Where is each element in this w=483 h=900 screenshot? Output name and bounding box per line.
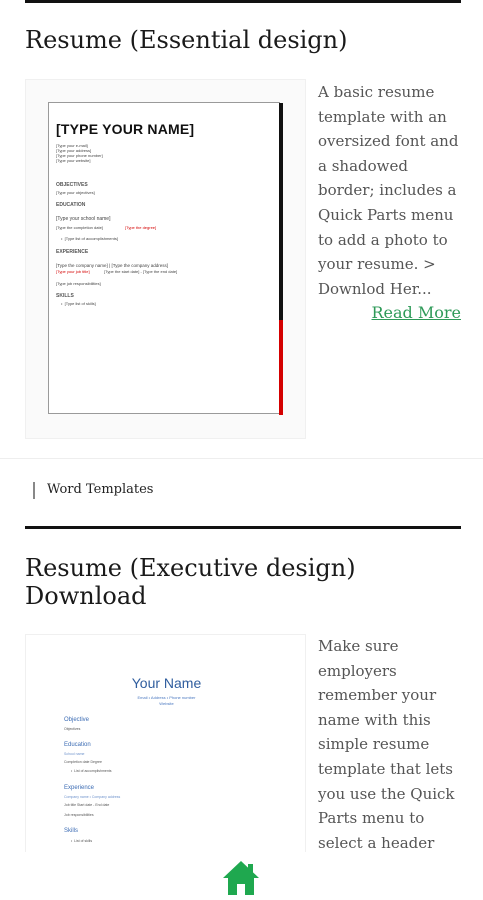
preview-exec-completion: Completion date Degree bbox=[64, 760, 102, 764]
article-title-2[interactable]: Resume (Executive design) Download bbox=[25, 554, 356, 610]
preview-contact-3: [Type your phone number] bbox=[56, 153, 103, 158]
preview-exec-experience-head: Experience bbox=[64, 785, 95, 791]
preview-exec-education-head: Education bbox=[64, 742, 91, 748]
preview-accomplishments: • [Type list of accomplishments] bbox=[61, 236, 118, 241]
article-description-2: Make sure employers remember your name with this simple resume template that lets you use the Quick Parts menu to select a header bbox=[318, 637, 455, 852]
preview-exec-website: Website bbox=[159, 701, 174, 706]
preview-exec-objective-head: Objective bbox=[64, 717, 90, 723]
preview-exec-objective-text: Objectives bbox=[64, 727, 81, 731]
resume-executive-thumbnail[interactable] bbox=[25, 634, 306, 874]
preview-contact-1: [Type your e-mail] bbox=[56, 143, 88, 148]
article-description: A basic resume template with an oversized font and a shadowed border; includes a Quick Parts menu to add a photo to your resume. > Downlod Her... bbox=[318, 83, 459, 298]
resume-essential-thumbnail[interactable] bbox=[25, 79, 306, 439]
preview-exec-name: Your Name bbox=[131, 675, 202, 691]
home-button[interactable] bbox=[221, 858, 261, 898]
preview-skills: • [Type list of skills] bbox=[61, 301, 96, 306]
category-link[interactable]: Word Templates bbox=[47, 482, 154, 497]
preview-dates: [Type the start date] - [Type the end date] bbox=[104, 269, 178, 274]
preview-degree: [Type the degree] bbox=[125, 225, 157, 230]
section-divider bbox=[0, 458, 483, 459]
preview-exec-school: School name bbox=[64, 752, 85, 756]
preview-job-title: [Type your job title] bbox=[56, 269, 90, 274]
preview-exec-skills-head: Skills bbox=[64, 828, 79, 834]
preview-completion: [Type the completion date] bbox=[56, 225, 103, 230]
border-shadow-red bbox=[279, 320, 283, 415]
preview-contact-2: [Type your address] bbox=[56, 148, 92, 153]
resume-preview-page bbox=[48, 102, 280, 414]
preview-exec-company: Company name • Company address bbox=[64, 795, 121, 799]
read-more-link[interactable]: Read More bbox=[371, 303, 461, 322]
preview-exec-job: Job title Start date - End date bbox=[64, 803, 110, 807]
article-top-rule bbox=[25, 0, 461, 3]
preview-company: [Type the company name] | [Type the company address] bbox=[56, 263, 168, 268]
preview-exec-contact: Email • Address • Phone number bbox=[137, 695, 196, 700]
preview-exec-skills: • List of skills bbox=[71, 839, 93, 843]
preview-responsibilities: [Type job responsibilities] bbox=[56, 281, 101, 286]
preview-objectives-text: [Type your objectives] bbox=[56, 190, 95, 195]
article-top-rule-2 bbox=[25, 526, 461, 529]
preview-school: [Type your school name] bbox=[56, 216, 111, 222]
article-title[interactable]: Resume (Essential design) bbox=[25, 26, 348, 54]
preview-experience-head: EXPERIENCE bbox=[56, 249, 89, 255]
home-icon bbox=[221, 858, 261, 898]
preview-exec-accomplishments: • List of accomplishments bbox=[71, 769, 112, 773]
preview-name: [TYPE YOUR NAME] bbox=[56, 121, 195, 137]
preview-skills-head: SKILLS bbox=[56, 293, 74, 299]
category-marker bbox=[33, 482, 35, 499]
preview-objectives-head: OBJECTIVES bbox=[56, 182, 88, 188]
border-shadow-black bbox=[279, 103, 283, 320]
preview-education-head: EDUCATION bbox=[56, 202, 86, 208]
preview-exec-responsibilities: Job responsibilities bbox=[64, 813, 94, 817]
preview-contact-4: [Type your website] bbox=[56, 158, 91, 163]
